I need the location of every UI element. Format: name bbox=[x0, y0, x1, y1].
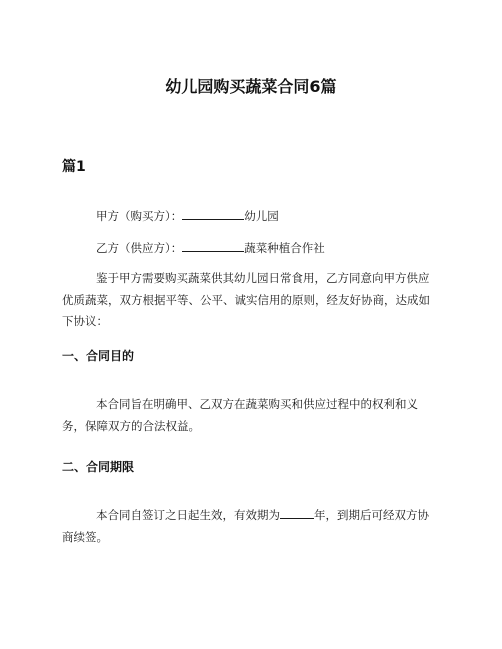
party-b-line bbox=[96, 238, 325, 258]
term-years-blank bbox=[280, 506, 314, 519]
term-text-before: 本合同自签订之日起生效，有效期为 bbox=[96, 508, 280, 522]
section-heading-purpose: 一、合同目的 bbox=[62, 349, 135, 363]
section-body-term bbox=[62, 505, 440, 548]
intro-paragraph: 鉴于甲方需要购买蔬菜供其幼儿园日常食用，乙方同意向甲方供应优质蔬菜，双方根据平等、公平、诚实信用的原则，经友好协商，达成如下协议： bbox=[62, 271, 430, 328]
party-a-label: 甲方（购买方）： bbox=[96, 209, 183, 223]
party-b-label: 乙方（供应方）： bbox=[96, 241, 183, 255]
section-heading-term: 二、合同期限 bbox=[62, 460, 135, 474]
party-b-name: 蔬菜种植合作社 bbox=[244, 241, 325, 255]
party-a-line bbox=[96, 206, 279, 226]
part-heading: 篇1 bbox=[62, 159, 86, 175]
section-body-purpose: 本合同旨在明确甲、乙双方在蔬菜购买和供应过程中的权利和义务，保障双方的合法权益。 bbox=[62, 397, 418, 433]
party-b-blank bbox=[182, 239, 244, 252]
document-title: 幼儿园购买蔬菜合同6篇 bbox=[165, 77, 337, 96]
party-a-blank bbox=[182, 207, 244, 220]
term-text-after: 年，到期后可经双方协商续签。 bbox=[62, 508, 429, 544]
party-a-name: 幼儿园 bbox=[244, 209, 279, 223]
